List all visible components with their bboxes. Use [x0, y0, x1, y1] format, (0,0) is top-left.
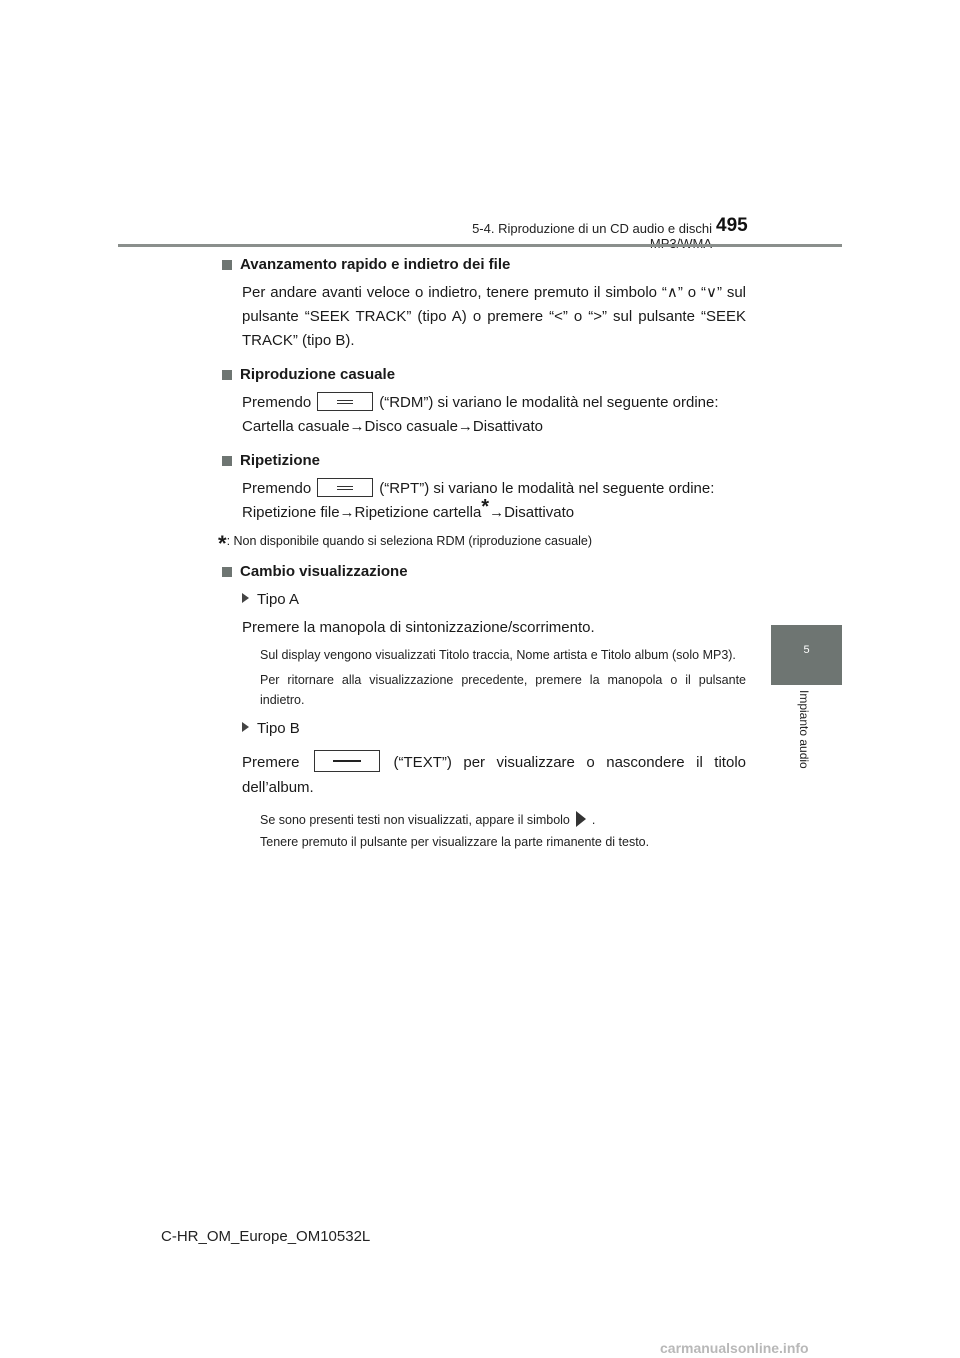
note-type-b-1 — [260, 810, 746, 830]
text-button-icon — [314, 750, 380, 772]
text: Premere — [242, 754, 300, 771]
paragraph-fast-forward: Per andare avanti veloce o indietro, tenere premuto il simbolo “∧” o “∨” sul pulsante “SEEK TRACK” (tipo A) o premere “<” o “>” sul pulsante “SEEK TRACK” (tipo B). — [242, 284, 746, 349]
square-bullet-icon — [222, 567, 232, 577]
text: (“RDM”) si variano le modalità nel seguente ordine: — [379, 394, 719, 411]
chapter-tab-label: Impianto audio — [797, 690, 811, 769]
paragraph-repeat — [242, 477, 746, 525]
heading-text: Ripetizione — [240, 452, 321, 469]
text: Ripetizione file→Ripetizione cartella — [242, 504, 482, 521]
text: Tipo A — [257, 591, 299, 608]
type-b-label — [242, 718, 746, 740]
paragraph-type-b — [242, 750, 746, 800]
square-bullet-icon — [222, 456, 232, 466]
text: Tipo B — [257, 720, 300, 737]
heading-repeat — [222, 450, 746, 472]
text: . — [591, 813, 596, 827]
text: Se sono presenti testi non visualizzati, appare il simbolo — [260, 813, 570, 827]
note-type-a-1: Sul display vengono visualizzati Titolo traccia, Nome artista e Titolo album (solo MP3). — [260, 648, 736, 662]
footnote — [218, 531, 746, 557]
note-type-a-2: Per ritornare alla visualizzazione precedente, premere la manopola o il pulsante indietro. — [260, 673, 746, 707]
text: →Disattivato — [489, 504, 575, 521]
heading-random — [222, 364, 746, 386]
heading-fast-forward — [222, 254, 746, 276]
chapter-number: 5 — [803, 644, 810, 656]
page-number: 495 — [716, 215, 748, 236]
text: Cartella casuale→Disco casuale→Disattivato — [242, 418, 543, 435]
more-text-arrow-icon — [576, 811, 586, 827]
footnote-text: : Non disponibile quando si seleziona RDM (riproduzione casuale) — [226, 534, 593, 548]
header-rule — [118, 244, 842, 247]
text: Premendo — [242, 480, 312, 497]
chapter-tab — [771, 625, 842, 685]
rdm-button-icon — [317, 392, 373, 411]
triangle-bullet-icon — [242, 722, 249, 732]
heading-text: Avanzamento rapido e indietro dei file — [240, 256, 511, 273]
paragraph-random — [242, 391, 746, 439]
heading-text: Riproduzione casuale — [240, 366, 396, 383]
triangle-bullet-icon — [242, 593, 249, 603]
footer-watermark: carmanualsonline.info — [660, 1340, 809, 1356]
text: (“TEXT”) per visualizzare o nascondere il titolo dell’album. — [242, 754, 746, 796]
heading-text: Cambio visualizzazione — [240, 563, 408, 580]
text: (“RPT”) si variano le modalità nel seguente ordine: — [379, 480, 715, 497]
square-bullet-icon — [222, 370, 232, 380]
footnote-star: * — [218, 531, 227, 556]
heading-display-change — [222, 561, 746, 583]
footnote-star: * — [481, 496, 490, 518]
footer-doc-code: C-HR_OM_Europe_OM10532L — [161, 1228, 371, 1245]
rpt-button-icon — [317, 478, 373, 497]
text: Premendo — [242, 394, 312, 411]
type-a-label — [242, 589, 746, 611]
note-type-b-2: Tenere premuto il pulsante per visualizzare la parte rimanente di testo. — [260, 835, 650, 849]
page-content — [218, 254, 746, 852]
paragraph-type-a: Premere la manopola di sintonizzazione/scorrimento. — [242, 619, 595, 636]
section-header-title: 5-4. Riproduzione di un CD audio e dischi — [472, 221, 712, 236]
square-bullet-icon — [222, 260, 232, 270]
